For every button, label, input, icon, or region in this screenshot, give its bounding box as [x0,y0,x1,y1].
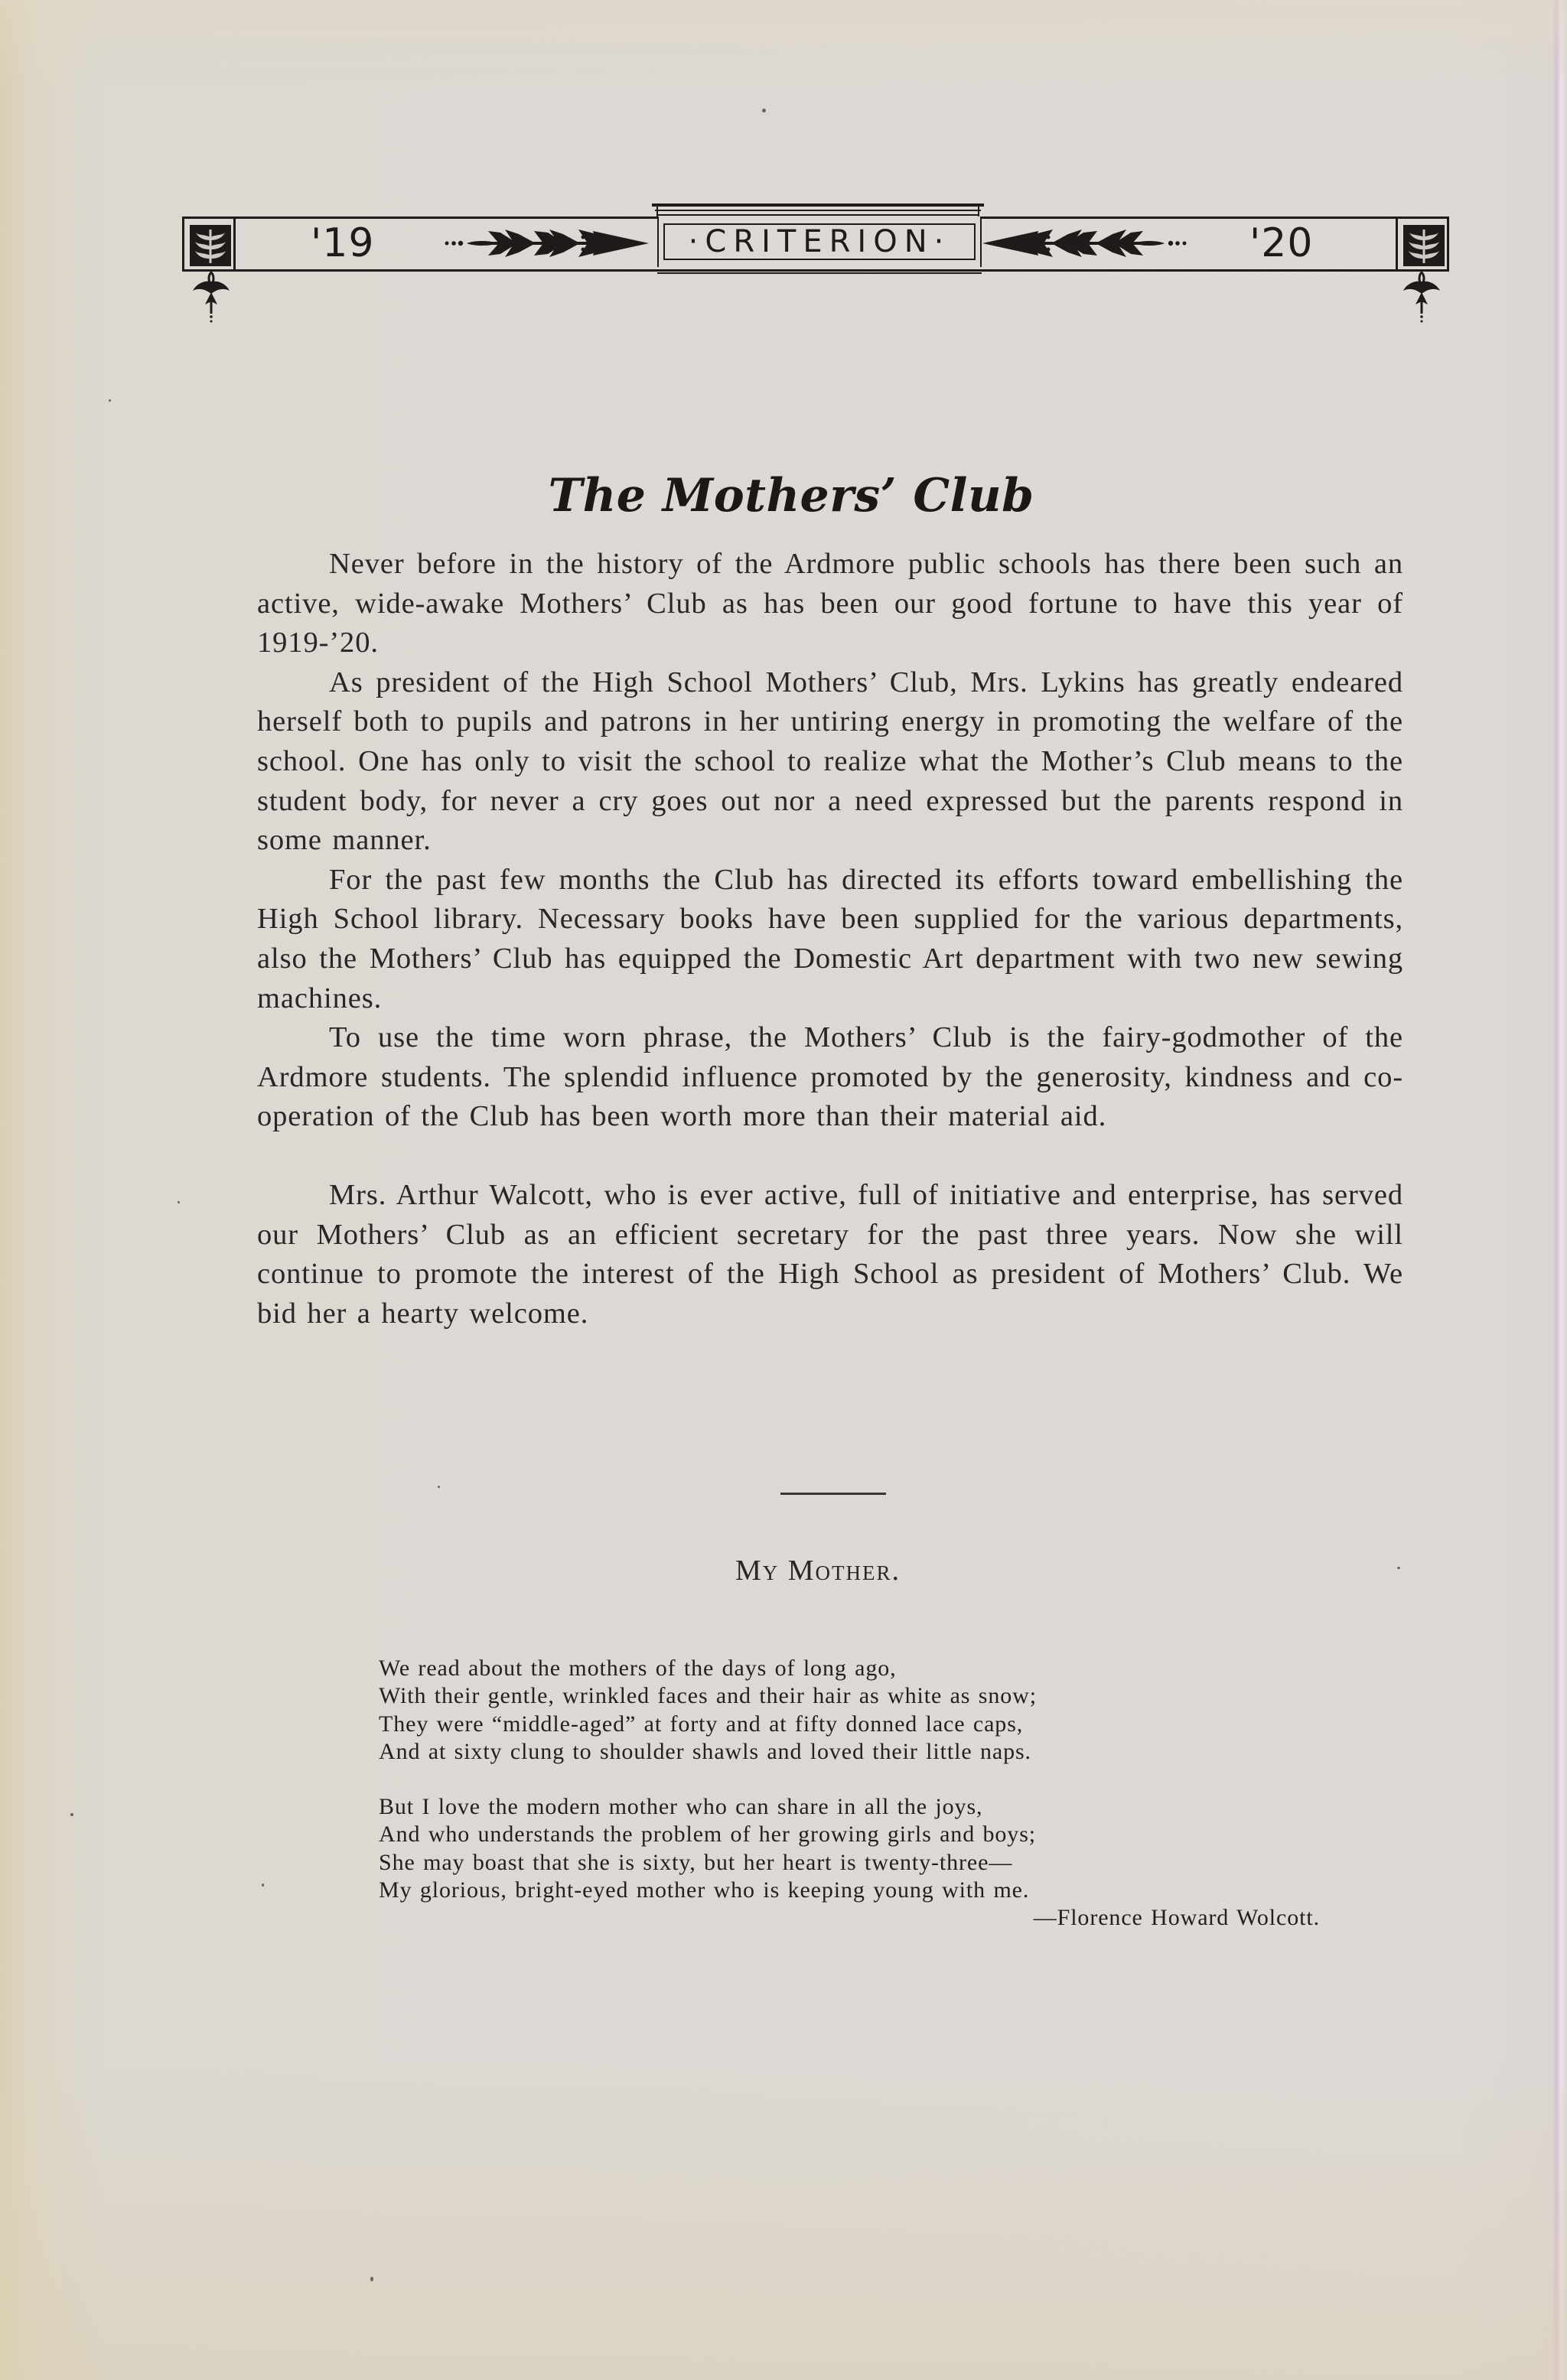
leaf-tile-icon [190,225,231,266]
article-paragraph: Never before in the history of the Ardmore public schools has there been such an active, wide-awake Mothers’ Club as has been our good fortune to have this year of 1919-’20. [257,548,1403,659]
poem-line: They were “middle-aged” at forty and at fifty donned lace caps, [379,1711,1024,1737]
year-start: '19 [311,220,375,266]
poem-attribution: —Florence Howard Wolcott. [1033,1905,1320,1931]
paper-bottom-shade [0,2059,1567,2380]
poem-line: With their gentle, wrinkled faces and their hair as white as snow; [379,1683,1037,1709]
poem-stanza [379,1655,1389,1766]
paper-speck [70,1813,73,1816]
poem [379,1655,1389,1932]
corner-box-left [182,217,236,272]
year-end: '20 [1249,220,1314,266]
paper-speck [262,1883,264,1887]
article-paragraph: For the past few months the Club has directed its efforts toward embellishing the High School library. Necessary books have been supplied for the various departments, also the Mothers’ Club has equipped the Domestic Art department with two new sewing machines. [257,863,1403,1014]
article-paragraph: To use the time worn phrase, the Mothers’ Club is the fairy-godmother of the Ardmore students. The splendid influence promoted by the generosity, kindness and co-operation of the Club has been worth more than their material aid. [257,1021,1403,1133]
poem-title: My Mother. [735,1555,901,1587]
stanza-gap [379,1766,1389,1793]
masthead-title: ·CRITERION· [688,224,951,259]
corner-box-right [1396,217,1449,272]
article-paragraph: As president of the High School Mothers’ Club, Mrs. Lykins has greatly endeared herself both to pupils and patrons in her untiring energy in promoting the welfare of the school. One has only to visit the school to realize what the Mother’s Club means to the student body, for never a cry goes out nor a need expressed but the parents respond in some manner. [257,666,1403,857]
fleuron-pendant-icon [1400,271,1443,324]
poem-line: She may boast that she is sixty, but her heart is twenty-three— [379,1849,1013,1875]
poem-line: And who understands the problem of her growing girls and boys; [379,1822,1037,1848]
paper-speck [1397,1567,1400,1569]
fleuron-pendant-icon [190,271,233,324]
article-title: The Mothers’ Club [548,469,1034,523]
paragraph-gap [257,1137,1403,1176]
article-paragraph: Mrs. Arthur Walcott, who is ever active, full of initiative and enterprise, has served our Mothers’ Club as an efficient secretary for the past three years. Now she will continue to promote the interest of the High School as president of Mothers’ Club. We bid her a hearty welcome. [257,1178,1403,1330]
poem-line: And at sixty clung to shoulder shawls and loved their little naps. [379,1738,1031,1764]
feathered-arrow-left-icon [981,228,1187,259]
paper-speck [109,399,111,402]
paper-speck [438,1486,440,1488]
article-body [257,545,1403,1333]
leaf-tile-icon [1403,225,1445,266]
paper-speck [370,2277,373,2281]
feathered-arrow-right-icon [444,228,650,259]
masthead-plate [657,217,982,267]
poem-line: My glorious, bright-eyed mother who is keeping young with me. [379,1877,1030,1903]
paper-speck [178,1201,180,1203]
poem-stanza [379,1793,1389,1932]
paper-top-shade [0,0,1567,92]
paper-speck [762,109,766,112]
poem-line: We read about the mothers of the days of long ago, [379,1656,897,1681]
poem-line: But I love the modern mother who can share in all the joys, [379,1794,983,1820]
masthead-plate-base [657,272,982,274]
yearbook-header-band [182,202,1449,324]
section-divider [780,1493,886,1495]
